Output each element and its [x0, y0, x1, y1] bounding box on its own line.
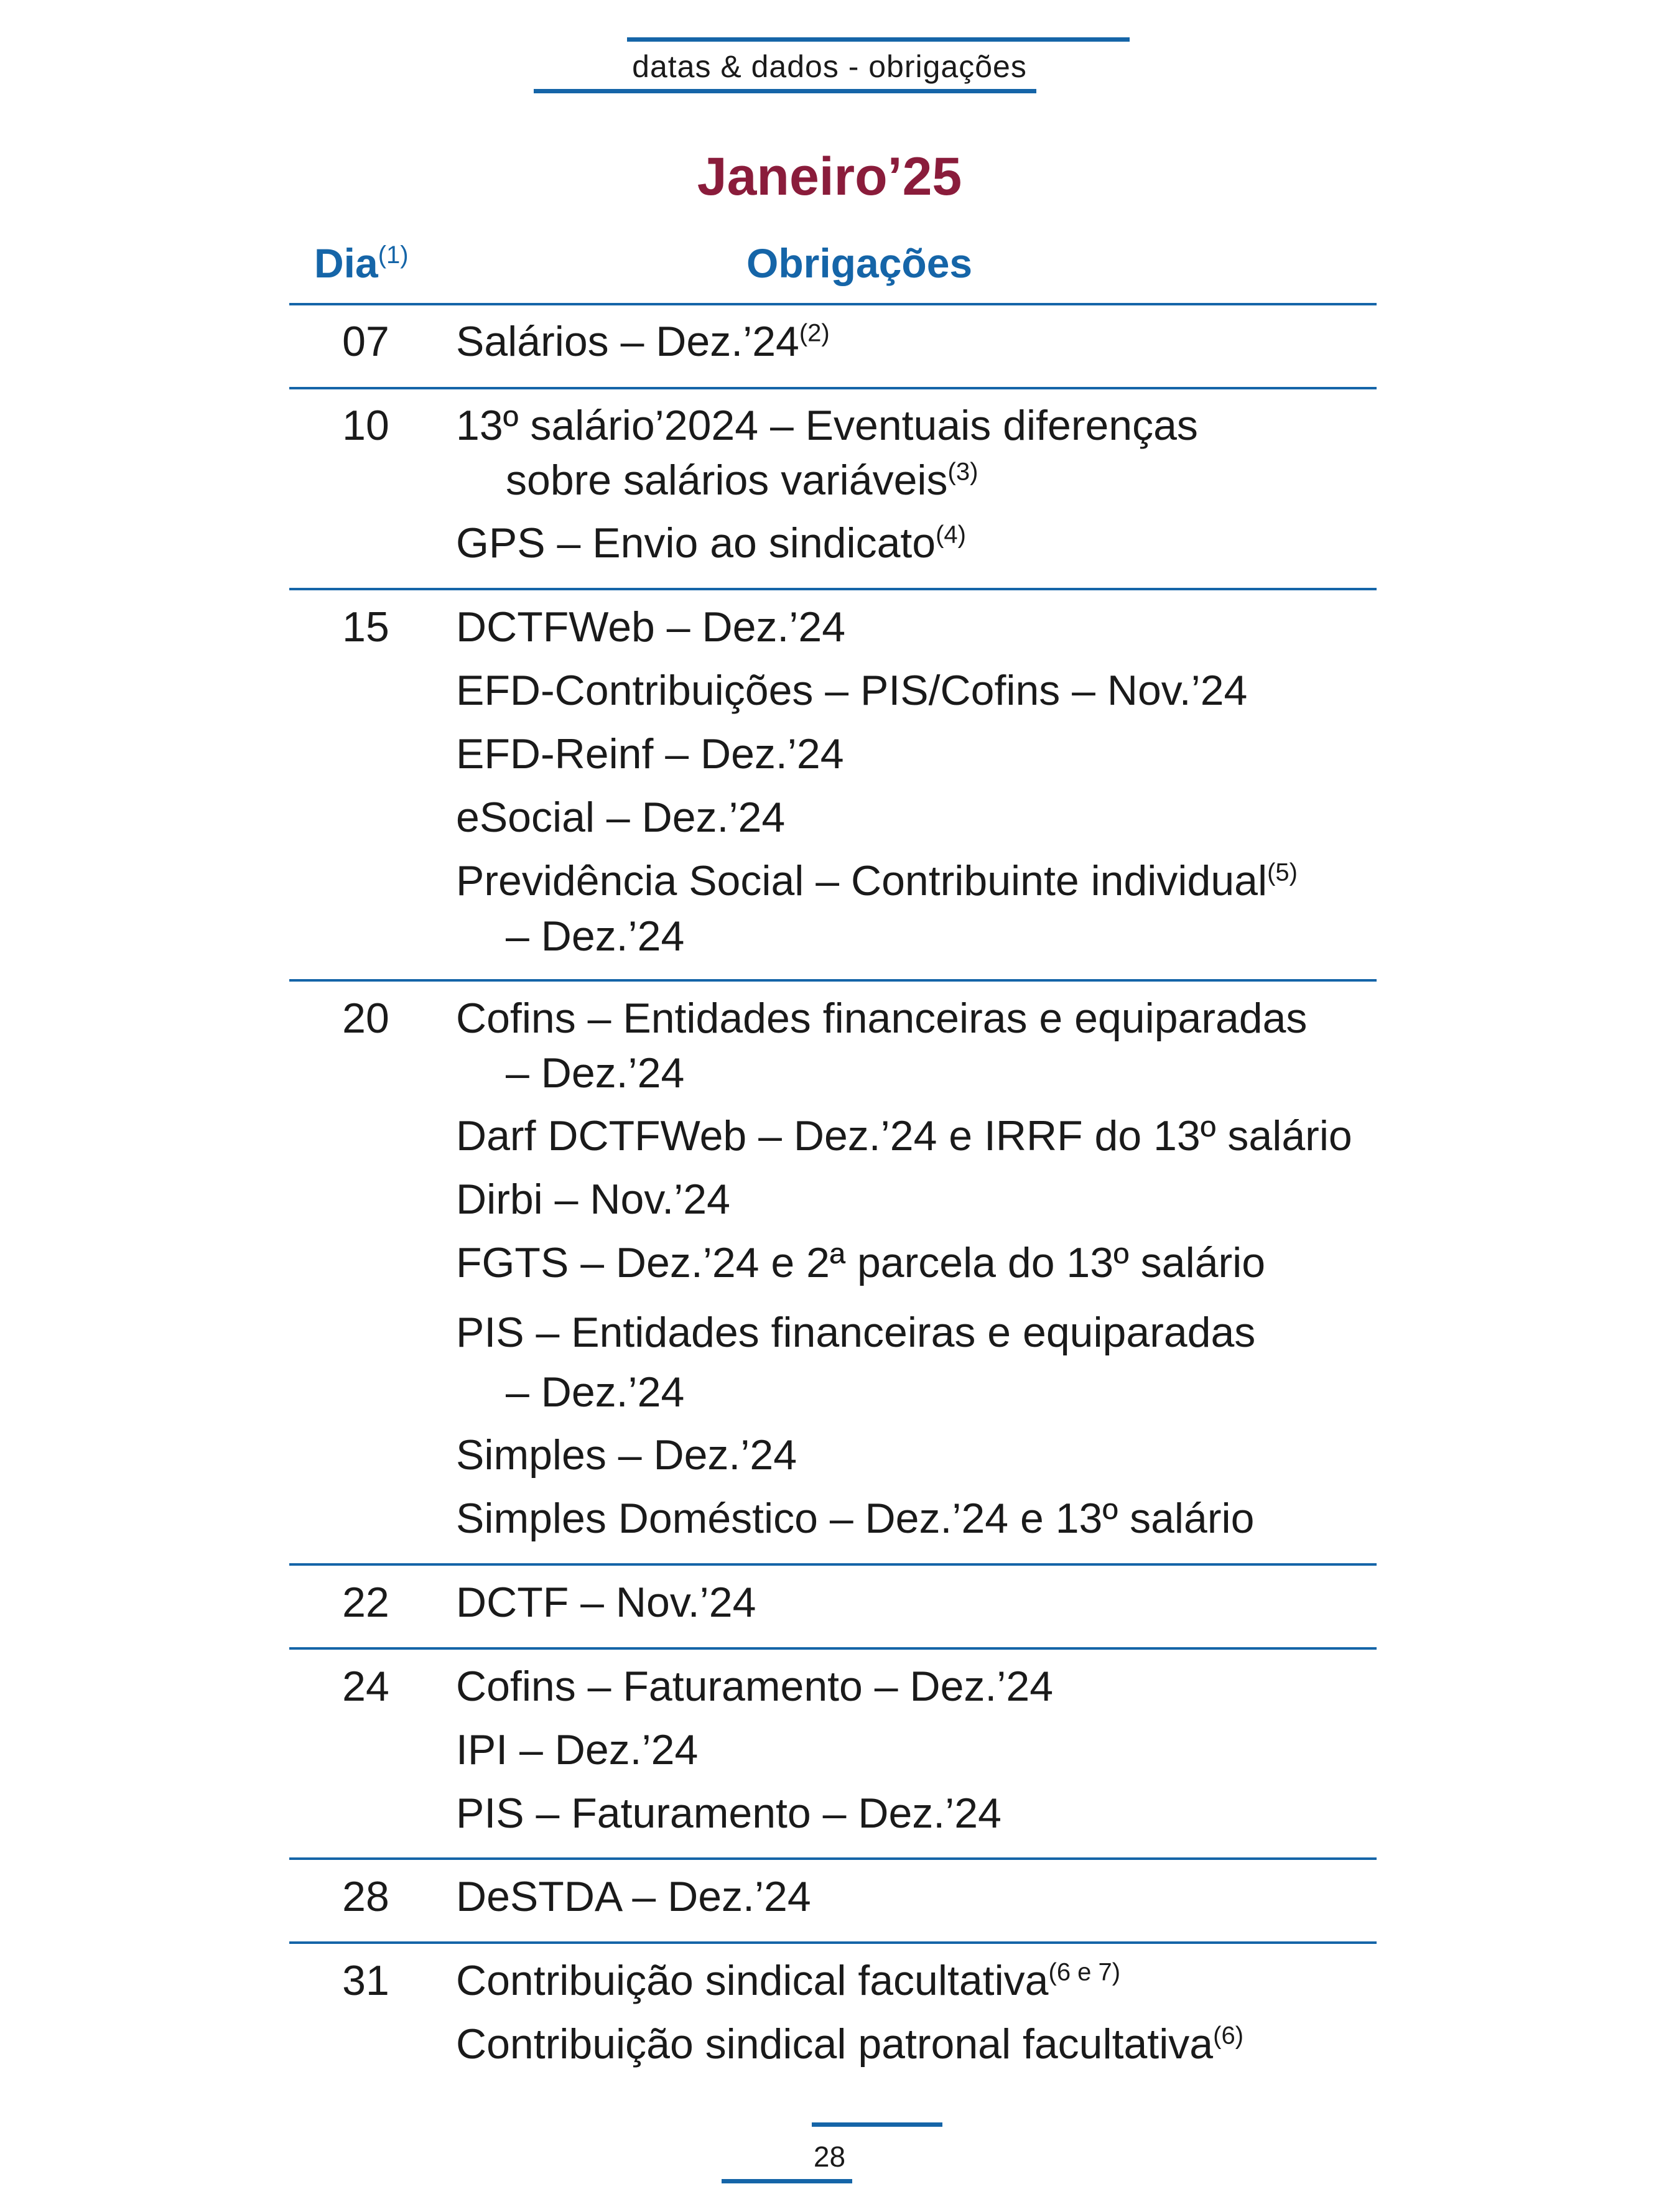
day-number: 07: [342, 318, 389, 365]
day-number: 22: [342, 1579, 389, 1626]
header-bottom-rule: [534, 89, 1036, 93]
obligation-item: [456, 401, 1198, 450]
row-separator: [289, 387, 1377, 389]
obligation-text: PIS – Entidades financeiras e equiparadas: [456, 1309, 1256, 1356]
obligation-continuation: [506, 456, 978, 504]
row-separator: [289, 1563, 1377, 1566]
obligation-item: [456, 1175, 730, 1224]
day-cell: [288, 317, 444, 366]
obligation-text: IPI – Dez.’24: [456, 1726, 699, 1773]
obligation-text: DeSTDA – Dez.’24: [456, 1873, 811, 1920]
day-number: 24: [342, 1663, 389, 1710]
obligation-continuation: [506, 1049, 684, 1097]
day-cell: [288, 401, 444, 450]
day-number: 10: [342, 402, 389, 449]
obligation-item: [456, 1112, 1352, 1160]
obligation-text: Simples Doméstico – Dez.’24 e 13º salário: [456, 1495, 1255, 1542]
footnote-marker: (4): [936, 521, 966, 549]
obligation-text: Previdência Social – Contribuinte individual: [456, 857, 1268, 904]
page-number: 28: [813, 2140, 846, 2173]
obligation-text: Contribuição sindical patronal facultativa: [456, 2020, 1214, 2068]
row-separator: [289, 303, 1377, 305]
obligation-text: Salários – Dez.’24: [456, 318, 799, 365]
obligation-text: EFD-Reinf – Dez.’24: [456, 730, 844, 778]
running-header: datas & dados - obrigações: [632, 49, 1027, 84]
obligation-item: [456, 1662, 1053, 1711]
obligation-continuation-text: sobre salários variáveis: [506, 457, 948, 504]
row-separator: [289, 1647, 1377, 1650]
day-number: 28: [342, 1873, 389, 1920]
obligation-item: [456, 603, 845, 651]
obligation-text: eSocial – Dez.’24: [456, 794, 786, 841]
row-separator: [289, 588, 1377, 590]
obligation-text: Darf DCTFWeb – Dez.’24 e IRRF do 13º salário: [456, 1112, 1352, 1159]
column-header-obligations: Obrigações: [746, 240, 973, 286]
obligation-text: EFD-Contribuições – PIS/Cofins – Nov.’24: [456, 667, 1248, 714]
column-header-day-label: Dia: [314, 240, 378, 286]
footnote-marker: (2): [799, 319, 830, 347]
day-number: 15: [342, 603, 389, 651]
day-cell: [288, 1872, 444, 1921]
obligation-text: DCTFWeb – Dez.’24: [456, 603, 846, 651]
day-cell: [288, 1578, 444, 1627]
obligation-item: [456, 519, 966, 567]
obligation-item: [456, 1726, 698, 1774]
obligation-continuation: [506, 1368, 684, 1416]
day-number: 31: [342, 1957, 389, 2004]
obligation-continuation: [506, 912, 684, 960]
obligation-text: Cofins – Entidades financeiras e equiparadas: [456, 995, 1308, 1042]
footnote-marker: (6 e 7): [1048, 1958, 1121, 1986]
obligation-text: PIS – Faturamento – Dez.’24: [456, 1790, 1001, 1837]
column-header-day-footnote: (1): [378, 241, 409, 269]
row-separator: [289, 1857, 1377, 1860]
day-cell: [288, 1956, 444, 2005]
obligation-item: [456, 793, 785, 842]
obligation-item: [456, 1578, 756, 1627]
obligation-item: [456, 1872, 811, 1921]
obligation-item: [456, 857, 1298, 905]
footnote-marker: (5): [1267, 858, 1298, 886]
obligation-item: [456, 2020, 1243, 2068]
footnote-marker: (3): [947, 458, 978, 486]
obligation-text: GPS – Envio ao sindicato: [456, 519, 936, 567]
obligation-text: FGTS – Dez.’24 e 2ª parcela do 13º salário: [456, 1239, 1266, 1286]
obligation-item: [456, 1308, 1255, 1357]
day-cell: [288, 1662, 444, 1711]
day-number: 20: [342, 995, 389, 1042]
obligation-item: [456, 317, 830, 366]
obligation-text: Contribuição sindical facultativa: [456, 1957, 1049, 2004]
obligation-item: [456, 1238, 1265, 1287]
obligation-continuation-text: – Dez.’24: [506, 1369, 685, 1416]
day-cell: [288, 603, 444, 651]
obligation-item: [456, 994, 1307, 1043]
row-separator: [289, 1941, 1377, 1944]
obligation-continuation-text: – Dez.’24: [506, 1049, 685, 1097]
obligation-item: [456, 666, 1247, 715]
page-title: Janeiro’25: [697, 147, 962, 207]
obligation-continuation-text: – Dez.’24: [506, 913, 685, 960]
footer-top-rule: [812, 2122, 942, 2127]
footer-bottom-rule: [722, 2179, 852, 2183]
obligation-text: Dirbi – Nov.’24: [456, 1176, 730, 1223]
obligation-item: [456, 1431, 797, 1479]
column-header-day: [314, 239, 409, 287]
row-separator: [289, 979, 1377, 982]
footnote-marker: (6): [1213, 2022, 1244, 2050]
header-top-rule: [627, 37, 1130, 42]
obligation-text: 13º salário’2024 – Eventuais diferenças: [456, 402, 1198, 449]
obligation-item: [456, 1789, 1001, 1838]
obligation-text: Simples – Dez.’24: [456, 1431, 797, 1479]
obligation-item: [456, 1494, 1254, 1543]
obligation-item: [456, 1956, 1120, 2005]
obligation-item: [456, 730, 844, 778]
obligation-text: Cofins – Faturamento – Dez.’24: [456, 1663, 1054, 1710]
day-cell: [288, 994, 444, 1043]
obligation-text: DCTF – Nov.’24: [456, 1579, 756, 1626]
